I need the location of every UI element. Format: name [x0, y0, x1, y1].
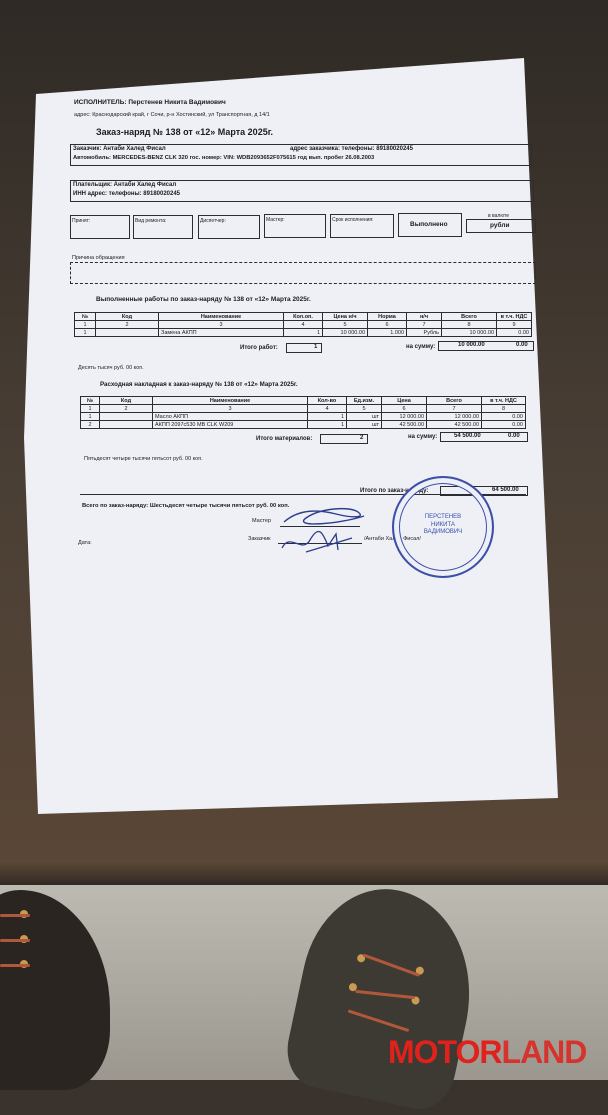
materials-header-cell: Код [100, 397, 153, 405]
works-header-cell: № [75, 313, 96, 321]
works-total-count: 1 [314, 344, 318, 350]
dispatcher-label: Диспетчер: [200, 218, 226, 224]
works-cell: Рубль [407, 329, 442, 337]
works-cell: 1 [284, 329, 323, 337]
materials-cell: 1 [308, 421, 347, 429]
master-sign-label: Мастер [252, 518, 272, 524]
works-cell: 10 000.00 [442, 329, 497, 337]
works-header-cell: в т.ч. НДС [497, 313, 532, 321]
date-label: Дата: [78, 540, 92, 546]
works-header-cell: Кол.оп. [284, 313, 323, 321]
materials-header-cell: Цена [382, 397, 427, 405]
customer-signature [276, 528, 356, 558]
status-value: Выполнено [410, 221, 448, 228]
materials-cell: 42 500.00 [427, 421, 482, 429]
works-number-cell: 1 [75, 321, 96, 329]
works-sum: 10 000.00 [458, 342, 485, 348]
reason-box [70, 262, 536, 284]
works-header-cell: Цена н/ч [323, 313, 368, 321]
works-total-label: Итого работ: [240, 345, 278, 351]
customer-sign-name: /Антаби Халед Фисал/ [364, 536, 421, 542]
materials-header-cell: в т.ч. НДС [482, 397, 526, 405]
materials-sum: 54 500.00 [454, 433, 481, 439]
materials-number-cell: 8 [482, 405, 526, 413]
materials-header-cell: Всего [427, 397, 482, 405]
materials-header-cell: Наименование [153, 397, 308, 405]
customer-sign-label: Заказчик [248, 536, 271, 542]
materials-number-cell: 7 [427, 405, 482, 413]
repair-type-label: Вид ремонта: [135, 218, 167, 224]
materials-cell [100, 421, 153, 429]
stamp [392, 476, 494, 578]
payer-inn: ИНН адрес: телефоны: 89180020245 [73, 191, 181, 197]
works-in-words: Десять тысяч руб. 00 коп. [78, 365, 144, 371]
table-row [81, 413, 526, 421]
materials-total-label: Итого материалов: [256, 436, 313, 442]
stamp-line: ВАДИМОВИЧ [423, 529, 463, 535]
stamp-line: НИКИТА [431, 521, 455, 528]
materials-cell: 0.00 [482, 421, 526, 429]
materials-cell [100, 413, 153, 421]
materials-in-words: Пятьдесят четыре тысячи пятьсот руб. 00 коп. [84, 456, 203, 462]
works-number-cell: 4 [284, 321, 323, 329]
accepted-label: Принят: [72, 218, 91, 224]
materials-cell: 12 000.00 [382, 413, 427, 421]
works-number-row [75, 321, 532, 329]
works-number-cell: 6 [368, 321, 407, 329]
works-header-cell: Норма [368, 313, 407, 321]
works-header-cell: Всего [442, 313, 497, 321]
executor-line: ИСПОЛНИТЕЛЬ: Перстенев Никита Вадимович [74, 99, 226, 106]
materials-cell: 2 [81, 421, 100, 429]
materials-table [80, 396, 526, 429]
materials-header-cell: Ед.изм. [347, 397, 382, 405]
document-title: Заказ-наряд № 138 от «12» Марта 2025г. [96, 127, 274, 137]
customer-contacts: адрес заказчика: телефоны: 89180020245 [290, 146, 413, 152]
works-cell: 1 [75, 329, 96, 337]
materials-cell: АКПП 2097с530 MB CLK W209 [153, 421, 308, 429]
works-header-cell: Наименование [159, 313, 284, 321]
works-cell [96, 329, 159, 337]
works-number-cell: 8 [442, 321, 497, 329]
works-cell: 0.00 [497, 329, 532, 337]
works-title: Выполненные работы по заказ-наряду № 138 от «12» Марта 2025г. [96, 296, 311, 303]
materials-cell: 1 [308, 413, 347, 421]
materials-header-cell: Кол-во [308, 397, 347, 405]
stamp-line: ПЕРСТЕНЕВ [424, 514, 462, 520]
materials-number-row [81, 405, 526, 413]
works-table [74, 312, 532, 337]
currency-value: рубли [490, 222, 510, 229]
works-number-cell: 2 [96, 321, 159, 329]
customer-name: Заказчик: Антаби Халед Фисал [73, 146, 166, 152]
materials-cell: 0.00 [482, 413, 526, 421]
materials-number-cell: 2 [100, 405, 153, 413]
table-row [75, 329, 532, 337]
works-number-cell: 3 [159, 321, 284, 329]
materials-header-row [81, 397, 526, 405]
works-number-cell: 9 [497, 321, 532, 329]
master-label: Мастер: [266, 217, 285, 223]
vehicle-info: Автомобиль: MERCEDES-BENZ CLK 320 гос. номер: VIN: WDB2093652F075615 год вып. пробег 26.08.2003 [73, 155, 375, 161]
motorland-logo [388, 1034, 600, 1068]
works-sum-label: на сумму: [406, 344, 436, 350]
grand-total-label: Итого по заказ-наряду: [360, 488, 429, 494]
materials-header-cell: № [81, 397, 100, 405]
materials-cell: шт [347, 421, 382, 429]
reason-label: Причина обращения [72, 255, 125, 261]
materials-cell: 12 000.00 [427, 413, 482, 421]
executor-address: адрес: Краснодарский край, г Сочи, р-н Хостинский, ул Транспортная, д 14/1 [74, 112, 270, 118]
works-number-cell: 7 [407, 321, 442, 329]
master-signature [280, 506, 370, 528]
materials-number-cell: 4 [308, 405, 347, 413]
grand-total-in-words: Всего по заказ-наряду: Шестьдесят четыре тысячи пятьсот руб. 00 коп. [82, 503, 290, 509]
logo-motor: MOTOR [388, 1034, 502, 1070]
materials-number-cell: 6 [382, 405, 427, 413]
deadline-label: Срок исполнения: [332, 217, 374, 223]
currency-label: в валюте [488, 213, 509, 219]
works-cell: Замена АКПП [159, 329, 284, 337]
works-number-cell: 5 [323, 321, 368, 329]
materials-cell: шт [347, 413, 382, 421]
materials-cell: Масло АКПП [153, 413, 308, 421]
works-header-row [75, 313, 532, 321]
logo-land: LAND [501, 1034, 587, 1070]
materials-number-cell: 3 [153, 405, 308, 413]
works-sum-vat: 0.00 [516, 342, 528, 348]
materials-cell: 1 [81, 413, 100, 421]
materials-sum-vat: 0.00 [508, 433, 520, 439]
works-cell: 10 000.00 [323, 329, 368, 337]
works-header-cell: н/ч [407, 313, 442, 321]
payer-name: Плательщик: Антаби Халед Фисал [73, 182, 177, 188]
grand-total: 64 500.00 [492, 487, 519, 493]
works-header-cell: Код [96, 313, 159, 321]
materials-cell: 42 500.00 [382, 421, 427, 429]
materials-number-cell: 5 [347, 405, 382, 413]
materials-sum-label: на сумму: [408, 434, 438, 440]
materials-number-cell: 1 [81, 405, 100, 413]
works-cell: 1.000 [368, 329, 407, 337]
table-row [81, 421, 526, 429]
materials-total-count: 2 [360, 435, 364, 441]
materials-title: Расходная накладная к заказ-наряду № 138 от «12» Марта 2025г. [100, 381, 298, 388]
